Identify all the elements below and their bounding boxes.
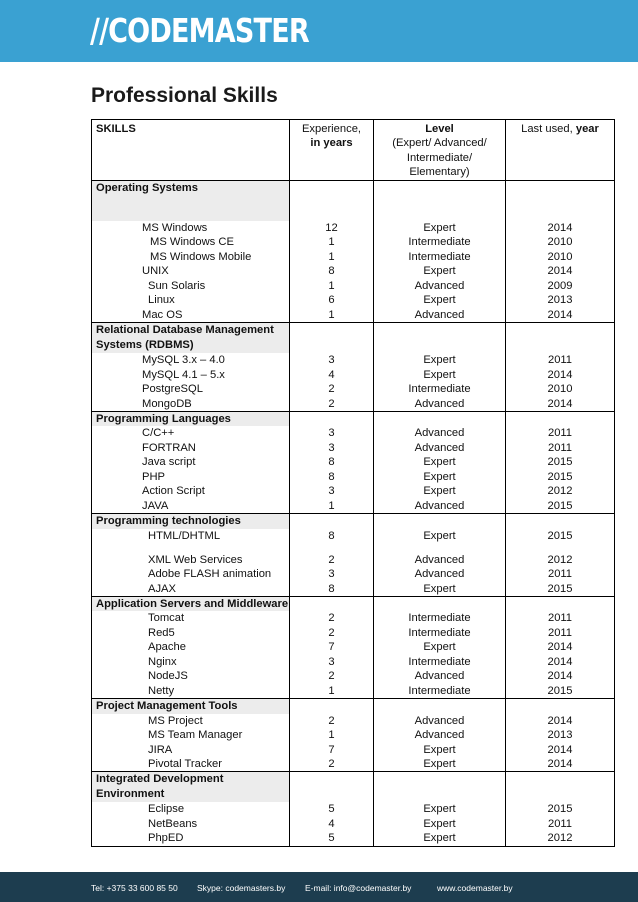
skill-name: Red5 (92, 626, 290, 640)
skill-level: Advanced (374, 567, 506, 581)
skill-experience: 4 (290, 817, 374, 831)
skill-level: Intermediate (374, 684, 506, 699)
table-row (92, 470, 615, 484)
skill-last-used: 2014 (506, 640, 615, 654)
skill-level: Advanced (374, 553, 506, 567)
skill-level: Expert (374, 802, 506, 816)
skill-experience: 8 (290, 470, 374, 484)
category-row (92, 181, 615, 222)
table-row (92, 426, 615, 440)
skill-level: Intermediate (374, 235, 506, 249)
table-row (92, 626, 615, 640)
skill-name: MySQL 3.x – 4.0 (92, 353, 290, 367)
category-name: Relational Database Management Systems (RDBMS) (92, 323, 290, 354)
skill-last-used: 2011 (506, 441, 615, 455)
page-title: Professional Skills (91, 84, 278, 107)
skill-experience: 8 (290, 529, 374, 553)
category-empty-cell (290, 596, 374, 611)
skill-name: Mac OS (92, 308, 290, 323)
skill-experience: 2 (290, 397, 374, 412)
category-empty-cell (290, 181, 374, 222)
skill-level: Intermediate (374, 655, 506, 669)
skill-experience: 2 (290, 611, 374, 625)
skill-experience: 7 (290, 743, 374, 757)
skill-name: Apache (92, 640, 290, 654)
category-empty-cell (506, 596, 615, 611)
skill-level: Expert (374, 484, 506, 498)
table-row (92, 728, 615, 742)
category-name: Operating Systems (92, 181, 290, 222)
table-row (92, 611, 615, 625)
skill-last-used: 2015 (506, 455, 615, 469)
skill-experience: 2 (290, 382, 374, 396)
header-bar (0, 0, 638, 62)
header-last-used: Last used, year (506, 120, 615, 181)
footer-bar (0, 872, 638, 902)
table-row (92, 714, 615, 728)
category-row (92, 596, 615, 611)
skill-last-used: 2014 (506, 397, 615, 412)
skill-level: Intermediate (374, 611, 506, 625)
skill-last-used: 2011 (506, 567, 615, 581)
table-row (92, 279, 615, 293)
skill-level: Expert (374, 529, 506, 553)
category-row (92, 514, 615, 529)
skill-name: NetBeans (92, 817, 290, 831)
table-row (92, 831, 615, 846)
category-empty-cell (374, 699, 506, 714)
skill-level: Expert (374, 368, 506, 382)
skill-last-used: 2014 (506, 669, 615, 683)
skill-name: Eclipse (92, 802, 290, 816)
skill-experience: 5 (290, 831, 374, 846)
category-empty-cell (506, 411, 615, 426)
skill-level: Advanced (374, 669, 506, 683)
skill-last-used: 2015 (506, 529, 615, 553)
table-row (92, 582, 615, 597)
category-empty-cell (506, 772, 615, 803)
skill-level: Advanced (374, 279, 506, 293)
category-row (92, 411, 615, 426)
skill-last-used: 2015 (506, 499, 615, 514)
skill-level: Expert (374, 743, 506, 757)
skill-level: Expert (374, 221, 506, 235)
footer-phone: Tel: +375 33 600 85 50 (91, 883, 178, 893)
category-name: Project Management Tools (92, 699, 290, 714)
table-row (92, 397, 615, 412)
category-empty-cell (374, 772, 506, 803)
skill-experience: 6 (290, 293, 374, 307)
category-empty-cell (506, 323, 615, 354)
category-row (92, 772, 615, 803)
skill-name: MongoDB (92, 397, 290, 412)
skill-level: Expert (374, 831, 506, 846)
skill-last-used: 2011 (506, 426, 615, 440)
skill-level: Intermediate (374, 382, 506, 396)
skill-last-used: 2013 (506, 293, 615, 307)
table-row (92, 669, 615, 683)
skills-table (91, 119, 615, 847)
skill-experience: 2 (290, 757, 374, 772)
table-row (92, 455, 615, 469)
table-row (92, 441, 615, 455)
skill-name: XML Web Services (92, 553, 290, 567)
skill-experience: 4 (290, 368, 374, 382)
header-skills: SKILLS (92, 120, 290, 181)
skill-last-used: 2014 (506, 368, 615, 382)
category-empty-cell (506, 181, 615, 222)
skill-last-used: 2014 (506, 655, 615, 669)
skill-experience: 2 (290, 669, 374, 683)
skill-last-used: 2012 (506, 831, 615, 846)
footer-website: www.codemaster.by (437, 883, 513, 893)
skill-name: AJAX (92, 582, 290, 597)
table-row (92, 640, 615, 654)
skill-name: Adobe FLASH animation (92, 567, 290, 581)
skill-level: Advanced (374, 728, 506, 742)
skill-experience: 3 (290, 567, 374, 581)
skill-last-used: 2015 (506, 470, 615, 484)
category-empty-cell (290, 772, 374, 803)
table-row (92, 817, 615, 831)
skill-last-used: 2015 (506, 802, 615, 816)
skill-last-used: 2011 (506, 817, 615, 831)
skill-experience: 8 (290, 582, 374, 597)
company-logo: //CODEMASTER (90, 11, 309, 50)
skill-level: Expert (374, 640, 506, 654)
skill-last-used: 2012 (506, 484, 615, 498)
skill-level: Expert (374, 582, 506, 597)
category-row (92, 699, 615, 714)
skill-level: Expert (374, 817, 506, 831)
skill-level: Intermediate (374, 250, 506, 264)
skill-level: Expert (374, 353, 506, 367)
skill-last-used: 2012 (506, 553, 615, 567)
table-row (92, 529, 615, 553)
skill-name: MS Windows CE (92, 235, 290, 249)
skill-name: JAVA (92, 499, 290, 514)
skill-experience: 8 (290, 455, 374, 469)
skill-last-used: 2015 (506, 684, 615, 699)
skill-name: Tomcat (92, 611, 290, 625)
skill-experience: 1 (290, 308, 374, 323)
category-name: Programming technologies (92, 514, 290, 529)
skill-last-used: 2014 (506, 221, 615, 235)
skill-experience: 12 (290, 221, 374, 235)
skill-last-used: 2014 (506, 308, 615, 323)
category-name: Programming Languages (92, 411, 290, 426)
skill-experience: 1 (290, 499, 374, 514)
skill-name: Sun Solaris (92, 279, 290, 293)
skill-name: MS Windows (92, 221, 290, 235)
skill-level: Expert (374, 264, 506, 278)
table-row (92, 499, 615, 514)
category-empty-cell (374, 411, 506, 426)
skill-name: MySQL 4.1 – 5.x (92, 368, 290, 382)
table-row (92, 743, 615, 757)
skill-experience: 2 (290, 626, 374, 640)
skill-experience: 3 (290, 484, 374, 498)
skill-experience: 1 (290, 250, 374, 264)
category-row (92, 323, 615, 354)
skill-last-used: 2013 (506, 728, 615, 742)
skill-last-used: 2010 (506, 235, 615, 249)
skill-name: Nginx (92, 655, 290, 669)
skill-name: JIRA (92, 743, 290, 757)
skill-level: Advanced (374, 714, 506, 728)
skill-experience: 2 (290, 714, 374, 728)
skill-level: Expert (374, 293, 506, 307)
skill-name: PHP (92, 470, 290, 484)
skill-experience: 7 (290, 640, 374, 654)
category-name: Application Servers and Middleware (92, 596, 290, 611)
skill-last-used: 2010 (506, 382, 615, 396)
skill-experience: 3 (290, 655, 374, 669)
table-row (92, 655, 615, 669)
table-header-row (92, 120, 615, 181)
skill-name: PostgreSQL (92, 382, 290, 396)
skill-last-used: 2014 (506, 757, 615, 772)
skill-name: HTML/DHTML (92, 529, 290, 553)
skill-name: Netty (92, 684, 290, 699)
skill-name: Pivotal Tracker (92, 757, 290, 772)
skill-last-used: 2014 (506, 264, 615, 278)
category-empty-cell (290, 699, 374, 714)
category-empty-cell (506, 699, 615, 714)
skill-last-used: 2011 (506, 611, 615, 625)
skill-level: Expert (374, 455, 506, 469)
table-row (92, 553, 615, 567)
skill-name: PhpED (92, 831, 290, 846)
skill-level: Advanced (374, 499, 506, 514)
skill-level: Expert (374, 757, 506, 772)
skill-last-used: 2010 (506, 250, 615, 264)
table-row (92, 368, 615, 382)
table-row (92, 250, 615, 264)
skill-last-used: 2011 (506, 626, 615, 640)
skill-experience: 1 (290, 684, 374, 699)
skill-name: Java script (92, 455, 290, 469)
skill-name: C/C++ (92, 426, 290, 440)
skill-name: FORTRAN (92, 441, 290, 455)
table-row (92, 353, 615, 367)
table-row (92, 567, 615, 581)
skill-last-used: 2014 (506, 743, 615, 757)
header-experience: Experience, in years (290, 120, 374, 181)
skill-experience: 3 (290, 441, 374, 455)
header-level: Level (Expert/ Advanced/ Intermediate/ Elementary) (374, 120, 506, 181)
skill-name: MS Team Manager (92, 728, 290, 742)
skill-level: Advanced (374, 397, 506, 412)
skill-level: Advanced (374, 441, 506, 455)
skill-experience: 8 (290, 264, 374, 278)
skill-name: Linux (92, 293, 290, 307)
table-row (92, 802, 615, 816)
category-empty-cell (374, 514, 506, 529)
category-empty-cell (290, 323, 374, 354)
category-name: Integrated Development Environment (92, 772, 290, 803)
skill-last-used: 2009 (506, 279, 615, 293)
table-row (92, 293, 615, 307)
table-row (92, 484, 615, 498)
category-empty-cell (506, 514, 615, 529)
table-row (92, 382, 615, 396)
category-empty-cell (374, 323, 506, 354)
footer-email: E-mail: info@codemaster.by (305, 883, 412, 893)
skill-level: Advanced (374, 426, 506, 440)
footer-skype: Skype: codemasters.by (197, 883, 286, 893)
skill-level: Advanced (374, 308, 506, 323)
skill-experience: 5 (290, 802, 374, 816)
skill-last-used: 2015 (506, 582, 615, 597)
table-row (92, 684, 615, 699)
skill-experience: 2 (290, 553, 374, 567)
skill-experience: 3 (290, 353, 374, 367)
table-row (92, 264, 615, 278)
skill-last-used: 2014 (506, 714, 615, 728)
category-empty-cell (290, 514, 374, 529)
skill-name: MS Project (92, 714, 290, 728)
skill-experience: 3 (290, 426, 374, 440)
table-row (92, 235, 615, 249)
table-row (92, 308, 615, 323)
category-empty-cell (374, 181, 506, 222)
table-row (92, 221, 615, 235)
skill-level: Expert (374, 470, 506, 484)
skill-level: Intermediate (374, 626, 506, 640)
skill-name: UNIX (92, 264, 290, 278)
table-row (92, 757, 615, 772)
skill-experience: 1 (290, 728, 374, 742)
skill-name: Action Script (92, 484, 290, 498)
skill-experience: 1 (290, 235, 374, 249)
category-empty-cell (374, 596, 506, 611)
skill-name: NodeJS (92, 669, 290, 683)
skill-experience: 1 (290, 279, 374, 293)
category-empty-cell (290, 411, 374, 426)
skill-last-used: 2011 (506, 353, 615, 367)
skill-name: MS Windows Mobile (92, 250, 290, 264)
